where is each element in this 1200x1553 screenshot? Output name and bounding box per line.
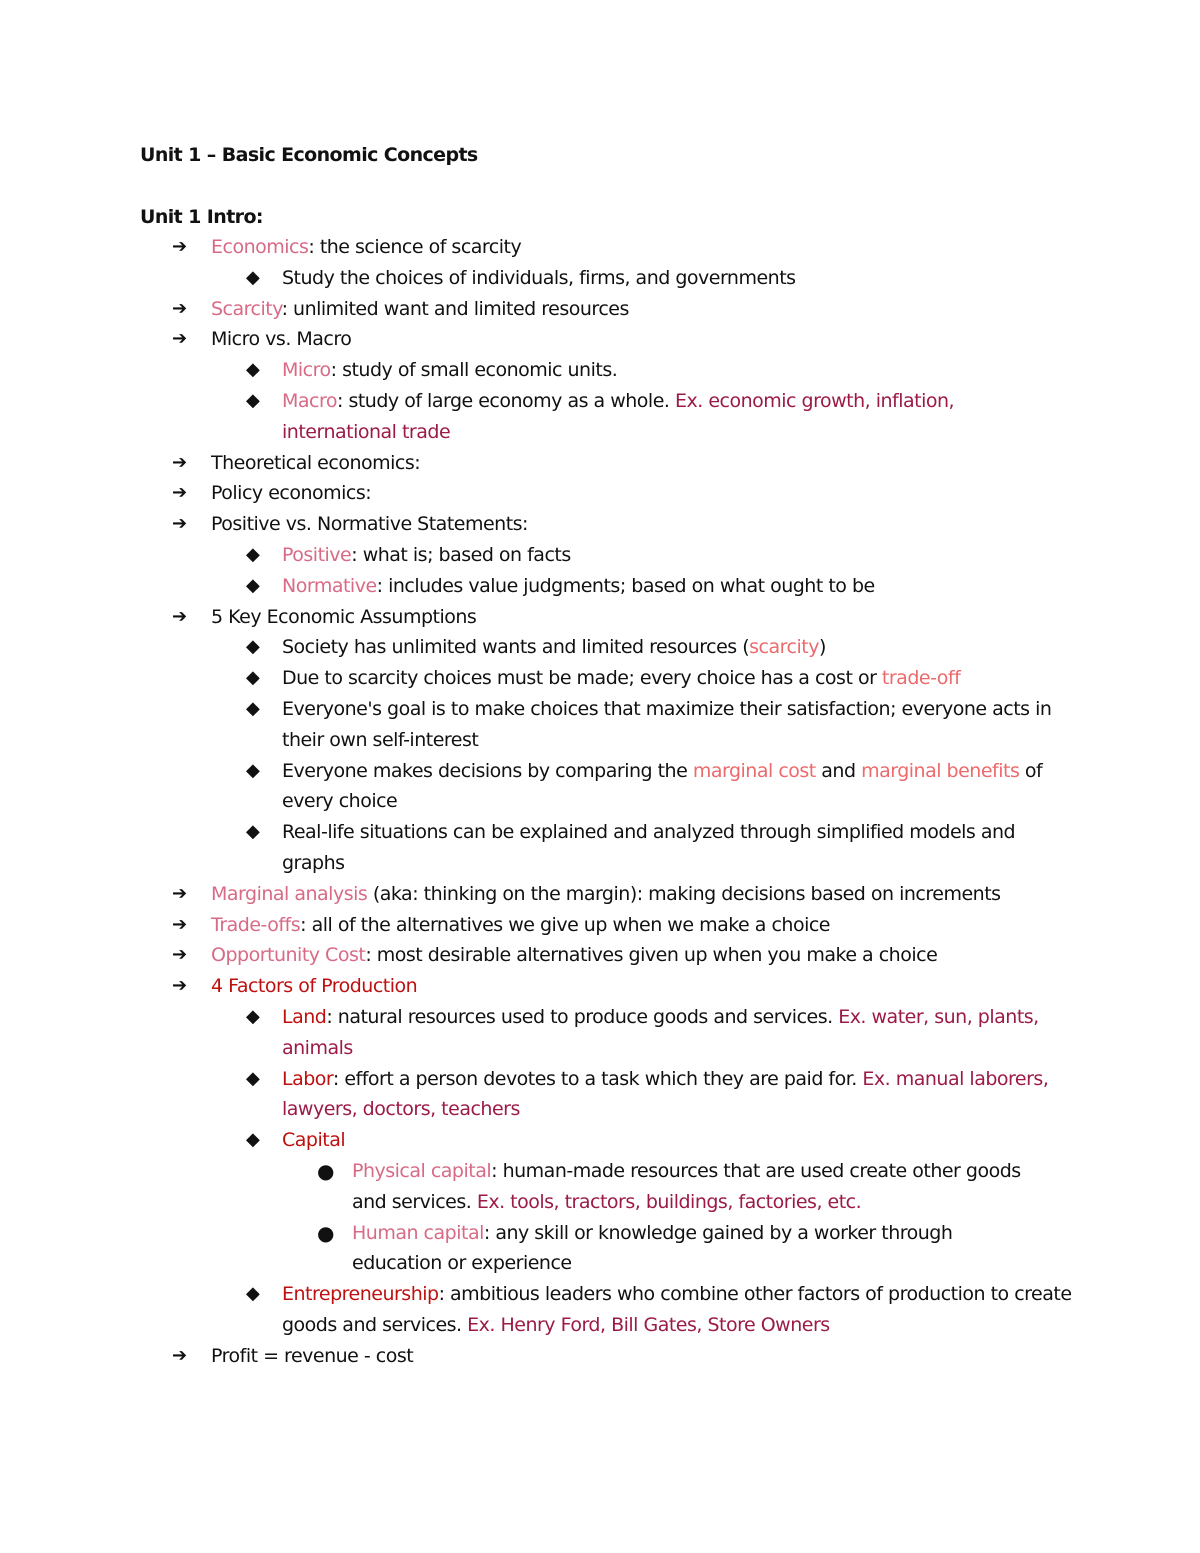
highlighted-term: Opportunity Cost [211,944,366,967]
highlighted-term: Entrepreneurship [282,1283,439,1306]
diamond-bullet-icon: ◆ [246,636,260,658]
highlighted-term: Micro [282,359,331,382]
item-text: Due to scarcity choices must be made; every choice has a cost or [282,667,882,690]
outline-item-level1 [0,448,1200,479]
item-text: : most desirable alternatives given up when you make a choice [365,944,938,967]
outline-item-level2 [0,1002,1072,1064]
diamond-bullet-icon: ◆ [246,266,260,288]
highlighted-term: Positive [282,543,352,566]
outline-item-level1 [0,478,1200,509]
item-text: (aka: thinking on the margin): making decisions based on increments [367,882,1001,905]
section-heading: Unit 1 Intro: [140,206,263,228]
highlighted-term: Capital [282,1129,346,1152]
highlighted-term: Physical capital [352,1159,492,1182]
item-text: and [815,759,862,782]
outline-item-level2 [0,386,1072,448]
item-text: Profit = revenue - cost [211,1344,414,1367]
diamond-bullet-icon: ◆ [246,759,260,781]
item-text: Everyone makes decisions by comparing the [282,759,693,782]
outline-item-level2 [0,663,1072,694]
outline-item-level3 [0,1156,1032,1218]
highlighted-term: Ex. economic growth, inflation, international trade [282,389,955,443]
diamond-bullet-icon: ◆ [246,1067,260,1089]
item-text: Real-life situations can be explained and analyzed through simplified models and graphs [282,821,1016,874]
item-text: : natural resources used to produce goods and services. [326,1005,839,1028]
outline-item-level2 [0,632,1072,663]
outline-item-level2 [0,694,1072,756]
outline-item-level1 [0,232,1200,263]
arrow-bullet-icon: ➔ [172,451,187,473]
diamond-bullet-icon: ◆ [246,1129,260,1151]
diamond-bullet-icon: ◆ [246,574,260,596]
outline-item-level1 [0,602,1200,633]
arrow-bullet-icon: ➔ [172,482,187,504]
highlighted-term: Trade-offs [211,913,301,936]
arrow-bullet-icon: ➔ [172,513,187,535]
arrow-bullet-icon: ➔ [172,913,187,935]
outline-item-level1 [0,971,1200,1002]
notes-outline [0,232,1200,1371]
outline-item-level2 [0,1125,1072,1156]
diamond-bullet-icon: ◆ [246,543,260,565]
outline-item-level3 [0,1218,1032,1280]
dot-bullet-icon: ● [317,1158,334,1183]
highlighted-term: Normative [282,574,377,597]
item-text: Everyone's goal is to make choices that maximize their satisfaction; everyone acts in their own self-interest [282,697,1052,751]
highlighted-term: Ex. Henry Ford, Bill Gates, Store Owners [467,1313,830,1336]
arrow-bullet-icon: ➔ [172,328,187,350]
item-text: Study the choices of individuals, firms, and governments [282,266,796,289]
highlighted-term: 4 Factors of Production [211,975,418,998]
outline-item-level2 [0,263,1072,294]
item-text: of every choice [282,759,1043,813]
outline-item-level2 [0,540,1072,571]
highlighted-term: Scarcity [211,297,282,320]
outline-item-level1 [0,509,1200,540]
item-text: : all of the alternatives we give up when we make a choice [300,913,830,936]
item-text: : any skill or knowledge gained by a worker through education or experience [352,1221,953,1275]
highlighted-term: trade-off [881,667,961,690]
outline-item-level1 [0,324,1200,355]
highlighted-term: marginal benefits [861,759,1020,782]
item-text: Micro vs. Macro [211,328,352,351]
item-text: : effort a person devotes to a task which they are paid for. [332,1067,863,1090]
outline-item-level2 [0,571,1072,602]
outline-item-level2 [0,1064,1072,1126]
item-text: : includes value judgments; based on what ought to be [376,574,875,597]
item-text: : human-made resources that are used create other goods and services. [352,1159,1021,1213]
arrow-bullet-icon: ➔ [172,605,187,627]
highlighted-term: Ex. tools, tractors, buildings, factories, etc. [476,1190,862,1213]
diamond-bullet-icon: ◆ [246,667,260,689]
item-text: : unlimited want and limited resources [281,297,629,320]
item-text: : what is; based on facts [351,543,571,566]
diamond-bullet-icon: ◆ [246,821,260,843]
document-title: Unit 1 – Basic Economic Concepts [140,144,478,166]
item-text: ) [818,636,826,659]
item-text: Policy economics: [211,482,372,505]
highlighted-term: Economics [211,236,309,258]
diamond-bullet-icon: ◆ [246,1005,260,1027]
diamond-bullet-icon: ◆ [246,697,260,719]
outline-item-level2 [0,1279,1072,1341]
highlighted-term: Macro [282,389,338,412]
outline-item-level2 [0,355,1072,386]
outline-item-level1 [0,294,1200,325]
outline-item-level2 [0,817,1072,879]
highlighted-term: Labor [282,1067,333,1090]
outline-item-level1 [0,1341,1200,1372]
outline-item-level1 [0,879,1200,910]
highlighted-term: marginal cost [692,759,816,782]
outline-item-level1 [0,940,1200,971]
item-text: Positive vs. Normative Statements: [211,513,528,536]
arrow-bullet-icon: ➔ [172,1344,187,1366]
diamond-bullet-icon: ◆ [246,359,260,381]
item-text: Theoretical economics: [211,451,421,474]
item-text: 5 Key Economic Assumptions [211,605,477,628]
highlighted-term: Marginal analysis [211,882,368,905]
item-text: : ambitious leaders who combine other factors of production to create goods and services. [282,1283,1072,1336]
highlighted-term: Ex. water, sun, plants, animals [282,1005,1039,1059]
item-text: : study of large economy as a whole. [337,389,675,412]
diamond-bullet-icon: ◆ [246,1283,260,1305]
highlighted-term: Ex. manual laborers, lawyers, doctors, teachers [282,1067,1049,1121]
outline-item-level1 [0,910,1200,941]
arrow-bullet-icon: ➔ [172,297,187,319]
item-text: : the science of scarcity [308,236,522,258]
dot-bullet-icon: ● [317,1220,334,1245]
highlighted-term: scarcity [749,636,819,659]
highlighted-term: Human capital [352,1221,484,1244]
diamond-bullet-icon: ◆ [246,389,260,411]
arrow-bullet-icon: ➔ [172,975,187,997]
arrow-bullet-icon: ➔ [172,882,187,904]
arrow-bullet-icon: ➔ [172,236,187,257]
outline-item-level2 [0,756,1072,818]
highlighted-term: Land [282,1005,327,1028]
item-text: : study of small economic units. [330,359,618,382]
item-text: Society has unlimited wants and limited resources ( [282,636,750,659]
arrow-bullet-icon: ➔ [172,944,187,966]
